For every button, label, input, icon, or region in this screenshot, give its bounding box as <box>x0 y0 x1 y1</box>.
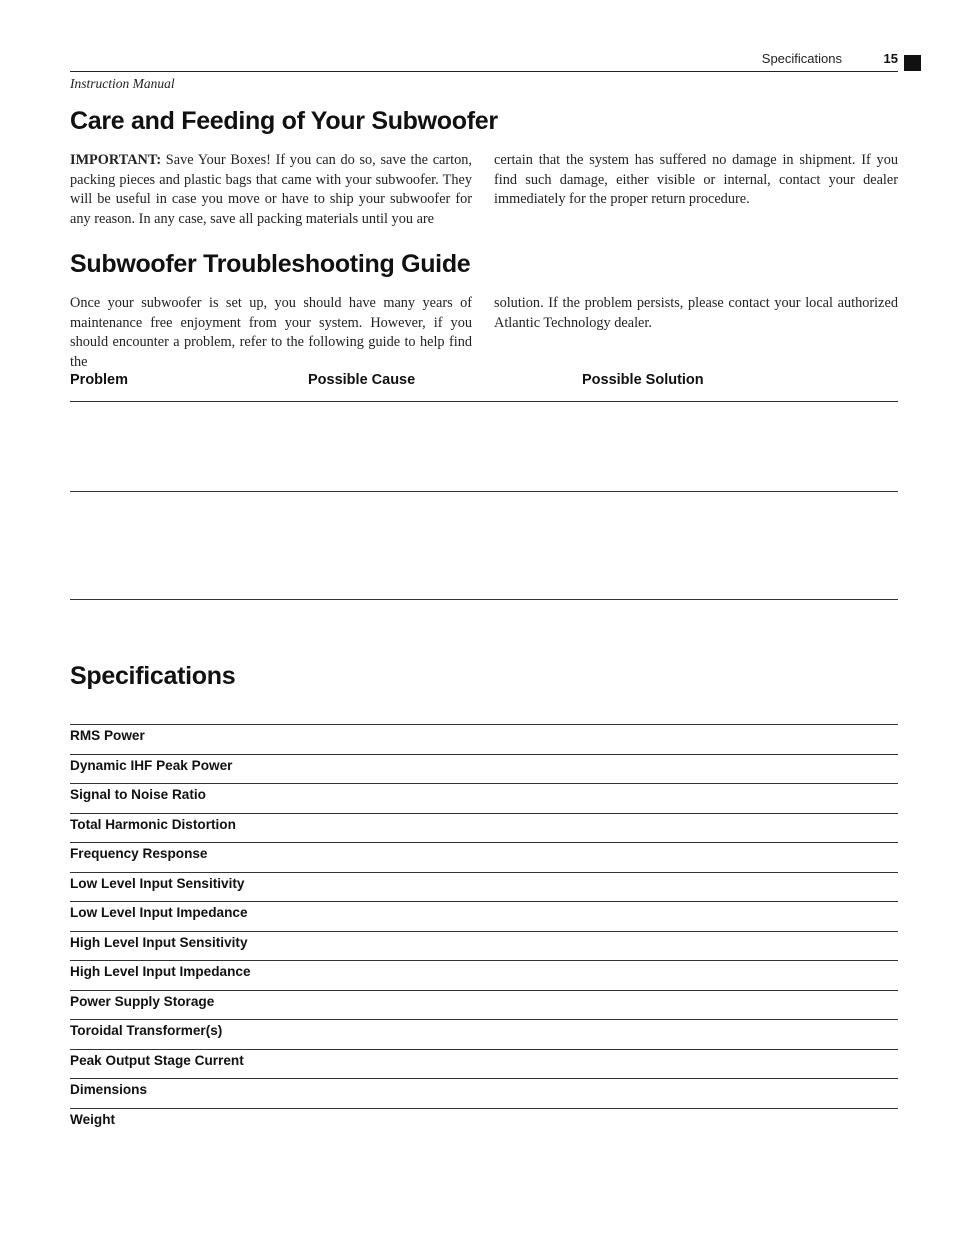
troubleshooting-rule <box>70 401 898 402</box>
care-left-paragraph <box>70 151 472 229</box>
spec-label: Dimensions <box>70 1082 148 1097</box>
column-header-possible-cause: Possible Cause <box>308 372 416 388</box>
spec-row <box>70 754 898 784</box>
spec-row <box>70 872 898 902</box>
manual-label: Instruction Manual <box>70 76 175 91</box>
column-header-possible-solution: Possible Solution <box>582 372 704 388</box>
spec-row <box>70 842 898 872</box>
spec-row <box>70 960 898 990</box>
care-title: Care and Feeding of Your Subwoofer <box>70 107 498 135</box>
spec-row <box>70 990 898 1020</box>
troubleshooting-left-paragraph: Once your subwoofer is set up, you should have many years of maintenance free enjoyment from your system. However, if you should encounter a problem, refer to the following guide to help find the <box>70 295 472 370</box>
specifications-title: Specifications <box>70 662 236 690</box>
spec-row <box>70 1078 898 1108</box>
troubleshooting-title: Subwoofer Troubleshooting Guide <box>70 250 471 278</box>
important-label: IMPORTANT: <box>70 152 162 168</box>
header-tab-block <box>904 55 921 71</box>
spec-label: Total Harmonic Distortion <box>70 816 236 832</box>
spec-row <box>70 783 898 813</box>
care-left-text: Save Your Boxes! If you can do so, save the carton, packing pieces and plastic bags that came with your subwoofer. They will be useful in case you move or have to ship your subwoofer for any reason. In any case, save all packing materials until you are <box>70 152 472 227</box>
spec-label: Peak Output Stage Current <box>70 1052 244 1068</box>
spec-row <box>70 931 898 961</box>
spec-label: Toroidal Transformer(s) <box>70 1023 223 1038</box>
troubleshooting-right-paragraph: solution. If the problem persists, please contact your local authorized Atlantic Technology dealer. <box>494 295 898 331</box>
spec-label: High Level Input Sensitivity <box>70 934 248 950</box>
column-header-problem: Problem <box>70 372 129 388</box>
spec-row <box>70 724 898 754</box>
spec-label: Low Level Input Sensitivity <box>70 875 245 891</box>
header-rule <box>70 71 898 72</box>
troubleshooting-rule <box>70 491 898 492</box>
page-number: 15 <box>883 51 898 66</box>
spec-label: Frequency Response <box>70 846 208 861</box>
spec-row <box>70 901 898 931</box>
spec-row <box>70 813 898 843</box>
spec-label: Dynamic IHF Peak Power <box>70 757 233 773</box>
spec-label: Low Level Input Impedance <box>70 905 248 920</box>
spec-label: High Level Input Impedance <box>70 964 251 979</box>
spec-label: Weight <box>70 1111 116 1127</box>
running-header-section: Specifications <box>761 51 842 66</box>
spec-label: Power Supply Storage <box>70 993 215 1009</box>
spec-row <box>70 1019 898 1049</box>
spec-label: Signal to Noise Ratio <box>70 787 206 802</box>
spec-label: RMS Power <box>70 728 145 743</box>
spec-row <box>70 1049 898 1079</box>
care-right-paragraph: certain that the system has suffered no damage in shipment. If you find such damage, either visible or internal, contact your dealer immediately for the proper return procedure. <box>494 152 898 207</box>
spec-row <box>70 1108 898 1138</box>
specifications-table <box>70 724 898 1137</box>
troubleshooting-rule <box>70 599 898 600</box>
